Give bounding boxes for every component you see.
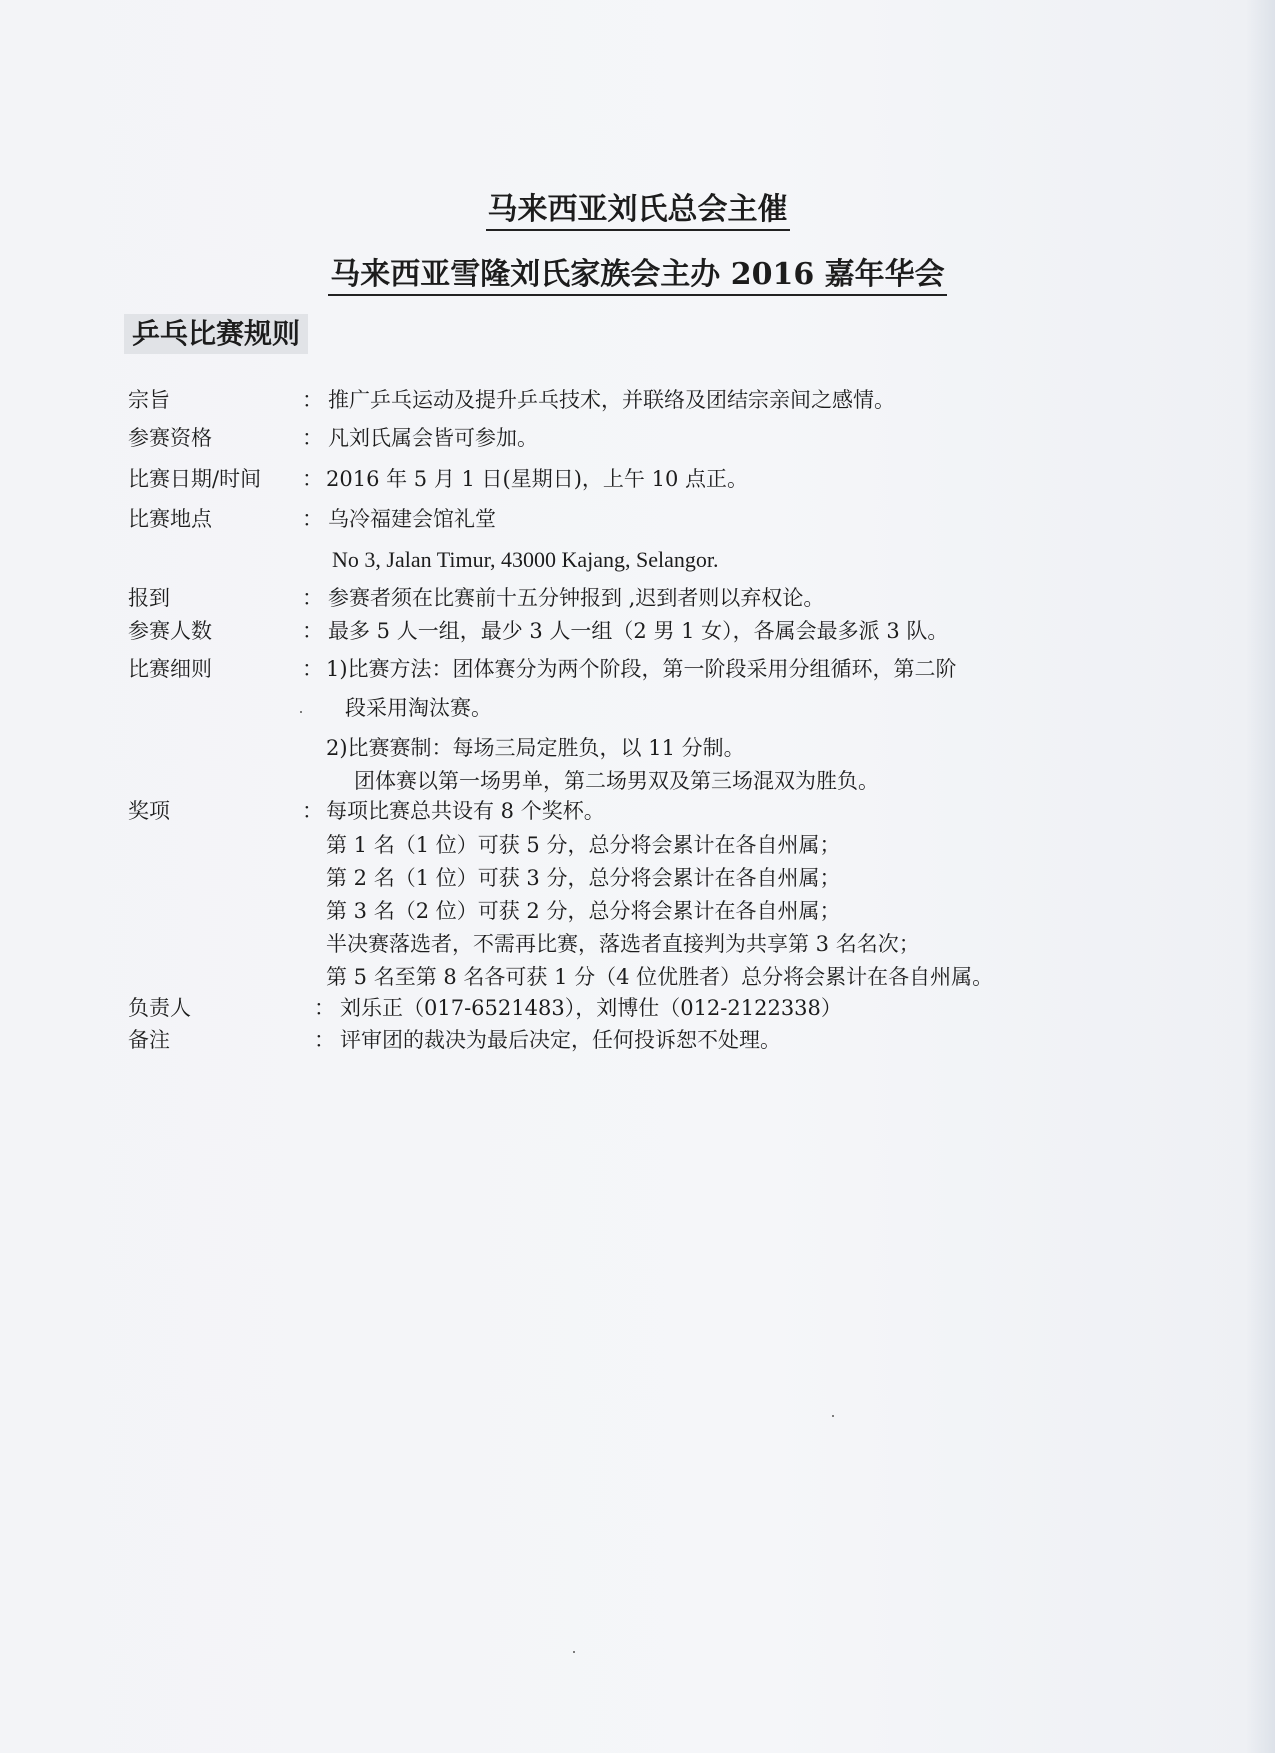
purpose-label: 宗旨 [128, 388, 170, 412]
venue-label: 比赛地点 [128, 507, 212, 531]
colon: ： [302, 619, 323, 643]
rules-line-4: 团体赛以第一场男单，第二场男双及第三场混双为胜负。 [354, 769, 879, 793]
awards-line-1: 每项比赛总共设有 8 个奖杯。 [326, 799, 605, 823]
scan-speck [832, 1415, 834, 1417]
rules-line-2: 段采用淘汰赛。 [345, 696, 492, 720]
colon: ： [314, 996, 335, 1020]
document-title-event: 马来西亚雪隆刘氏家族会主办 2016 嘉年华会 [0, 255, 1275, 295]
rules-line-3: 2)比赛赛制：每场三局定胜负，以 11 分制。 [326, 736, 745, 760]
colon: ： [302, 467, 323, 491]
colon: ： [302, 388, 323, 412]
colon: ： [302, 426, 323, 450]
awards-line-4: 第 3 名（2 位）可获 2 分，总分将会累计在各自州属； [326, 899, 841, 923]
document-title-organizer: 马来西亚刘氏总会主催 [0, 190, 1275, 230]
participants-value: 最多 5 人一组，最少 3 人一组（2 男 1 女），各属会最多派 3 队。 [328, 619, 949, 643]
colon: ： [302, 657, 323, 681]
registration-value: 参赛者须在比赛前十五分钟报到 ,迟到者则以弃权论。 [328, 586, 825, 610]
participants-label: 参赛人数 [128, 619, 212, 643]
rules-label: 比赛细则 [128, 657, 212, 681]
purpose-value: 推广乒乓运动及提升乒乓技术，并联络及团结宗亲间之感情。 [328, 388, 895, 412]
section-title: 乒乓比赛规则 [124, 314, 308, 354]
scan-speck [573, 1651, 575, 1653]
rules-line-1: 1)比赛方法：团体赛分为两个阶段，第一阶段采用分组循环，第二阶 [326, 657, 957, 681]
awards-line-2: 第 1 名（1 位）可获 5 分，总分将会累计在各自州属； [326, 833, 841, 857]
registration-label: 报到 [128, 586, 170, 610]
awards-line-5: 半决赛落选者，不需再比赛，落选者直接判为共享第 3 名名次； [326, 932, 920, 956]
colon: ： [302, 507, 323, 531]
venue-address: No 3, Jalan Timur, 43000 Kajang, Selangor. [332, 547, 719, 572]
colon: ： [314, 1028, 335, 1052]
colon: ： [302, 586, 323, 610]
remarks-value: 评审团的裁决为最后决定，任何投诉恕不处理。 [340, 1028, 781, 1052]
datetime-value: 2016 年 5 月 1 日(星期日)，上午 10 点正。 [326, 467, 748, 491]
remarks-label: 备注 [128, 1028, 170, 1052]
scan-speck [300, 711, 302, 713]
contact-value: 刘乐正（017-6521483），刘博仕（012-2122338） [340, 996, 842, 1020]
eligibility-label: 参赛资格 [128, 426, 212, 450]
venue-value: 乌冷福建会馆礼堂 [328, 507, 496, 531]
eligibility-value: 凡刘氏属会皆可参加。 [328, 426, 538, 450]
colon: ： [302, 799, 323, 823]
awards-line-3: 第 2 名（1 位）可获 3 分，总分将会累计在各自州属； [326, 866, 841, 890]
awards-label: 奖项 [128, 799, 170, 823]
datetime-label: 比赛日期/时间 [128, 467, 262, 491]
awards-line-6: 第 5 名至第 8 名各可获 1 分（4 位优胜者）总分将会累计在各自州属。 [326, 965, 994, 989]
contact-label: 负责人 [128, 996, 191, 1020]
